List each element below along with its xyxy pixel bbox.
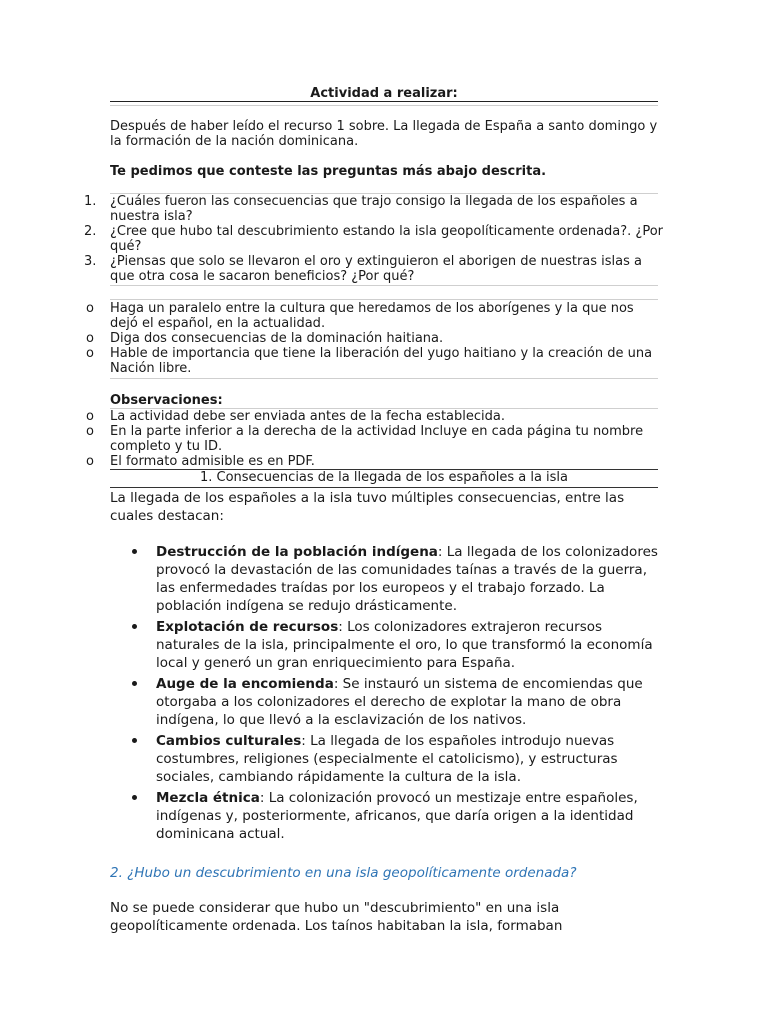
consequence-item xyxy=(130,618,660,672)
section1-divider-bottom xyxy=(110,487,658,488)
task-text: Haga un paralelo entre la cultura que heredamos de los aborígenes y la que nos dejó el español, en la actualidad. xyxy=(110,301,634,331)
list-marker: o xyxy=(86,331,94,346)
consequence-item xyxy=(130,789,660,843)
activity-request: Te pedimos que conteste las preguntas más abajo descrita. xyxy=(110,164,547,179)
question-text: ¿Cuáles fueron las consecuencias que trajo consigo la llegada de los españoles a nuestra isla? xyxy=(110,194,638,224)
observation-text: La actividad debe ser enviada antes de la fecha establecida. xyxy=(110,409,505,424)
observation-item xyxy=(84,409,664,424)
questions-divider-bottom xyxy=(110,285,658,286)
list-marker: o xyxy=(86,424,94,439)
consequence-term: Auge de la encomienda xyxy=(156,676,334,692)
bullet-icon xyxy=(132,624,137,629)
consequence-term: Mezcla étnica xyxy=(156,790,260,806)
section2-heading: 2. ¿Hubo un descubrimiento en una isla geopolíticamente ordenada? xyxy=(110,865,577,881)
list-marker: o xyxy=(86,301,94,316)
observation-item xyxy=(84,454,664,469)
section2-text: No se puede considerar que hubo un "descubrimiento" en una isla geopolíticamente ordenada. Los taínos habitaban la isla, formaban xyxy=(110,900,563,934)
consequence-text: : La llegada de los españoles introdujo nuevas costumbres, religiones (especialmente el catolicismo), y estructuras sociales, cambiando rápidamente la cultura de la isla. xyxy=(156,733,618,785)
questions-list xyxy=(84,194,664,284)
activity-title: Actividad a realizar: xyxy=(310,86,458,101)
list-marker: o xyxy=(86,409,94,424)
question-text: ¿Cree que hubo tal descubrimiento estando la isla geopolíticamente ordenada?. ¿Por qué? xyxy=(110,224,664,254)
activity-intro: Después de haber leído el recurso 1 sobre. La llegada de España a santo domingo y la formación de la nación dominicana. xyxy=(110,119,658,149)
consequence-item xyxy=(130,675,660,729)
title-divider-thin xyxy=(110,105,658,106)
tasks-divider-top xyxy=(110,299,658,300)
question-text: ¿Piensas que solo se llevaron el oro y extinguieron el aborigen de nuestras islas a que otra cosa le sacaron beneficios? ¿Por qué? xyxy=(110,254,642,284)
consequences-list xyxy=(130,543,660,846)
consequence-text: : La llegada de los colonizadores provocó la devastación de las comunidades taínas a través de la guerra, las enfermedades traídas por los europeos y el trabajo forzado. La población indígena se redujo drásticamente. xyxy=(156,544,658,614)
question-number: 1. xyxy=(84,194,97,209)
section1-intro: La llegada de los españoles a la isla tuvo múltiples consecuencias, entre las cuales destacan: xyxy=(110,490,625,524)
consequence-item xyxy=(130,732,660,786)
task-item xyxy=(84,346,664,376)
observations-title: Observaciones: xyxy=(110,393,223,408)
observations-list xyxy=(84,409,664,469)
bullet-icon xyxy=(132,738,137,743)
section1-heading: 1. Consecuencias de la llegada de los españoles a la isla xyxy=(199,470,569,485)
list-marker: o xyxy=(86,454,94,469)
question-item xyxy=(84,224,664,254)
task-item xyxy=(84,301,664,331)
task-text: Diga dos consecuencias de la dominación haitiana. xyxy=(110,331,444,346)
consequence-item xyxy=(130,543,660,615)
task-item xyxy=(84,331,664,346)
tasks-divider-bottom xyxy=(110,378,658,379)
bullet-icon xyxy=(132,681,137,686)
list-marker: o xyxy=(86,346,94,361)
consequence-text: : La colonización provocó un mestizaje entre españoles, indígenas y, posteriormente, africanos, que daría origen a la identidad dominicana actual. xyxy=(156,790,638,842)
task-text: Hable de importancia que tiene la liberación del yugo haitiano y la creación de una Nación libre. xyxy=(110,346,653,376)
bullet-icon xyxy=(132,795,137,800)
question-number: 3. xyxy=(84,254,97,269)
observation-item xyxy=(84,424,664,454)
consequence-text: : Los colonizadores extrajeron recursos naturales de la isla, principalmente el oro, lo que transformó la economía local y generó un gran enriquecimiento para España. xyxy=(156,619,653,671)
bullet-icon xyxy=(132,549,137,554)
consequence-term: Explotación de recursos xyxy=(156,619,339,635)
observation-text: El formato admisible es en PDF. xyxy=(110,454,315,469)
question-item xyxy=(84,194,664,224)
consequence-term: Destrucción de la población indígena xyxy=(156,544,438,560)
observation-text: En la parte inferior a la derecha de la actividad Incluye en cada página tu nombre completo y tu ID. xyxy=(110,424,644,454)
consequence-text: : Se instauró un sistema de encomiendas que otorgaba a los colonizadores el derecho de explotar la mano de obra indígena, lo que llevó a la esclavización de los nativos. xyxy=(156,676,643,728)
question-item xyxy=(84,254,664,284)
tasks-list xyxy=(84,301,664,376)
consequence-term: Cambios culturales xyxy=(156,733,302,749)
title-divider xyxy=(110,101,658,102)
question-number: 2. xyxy=(84,224,97,239)
